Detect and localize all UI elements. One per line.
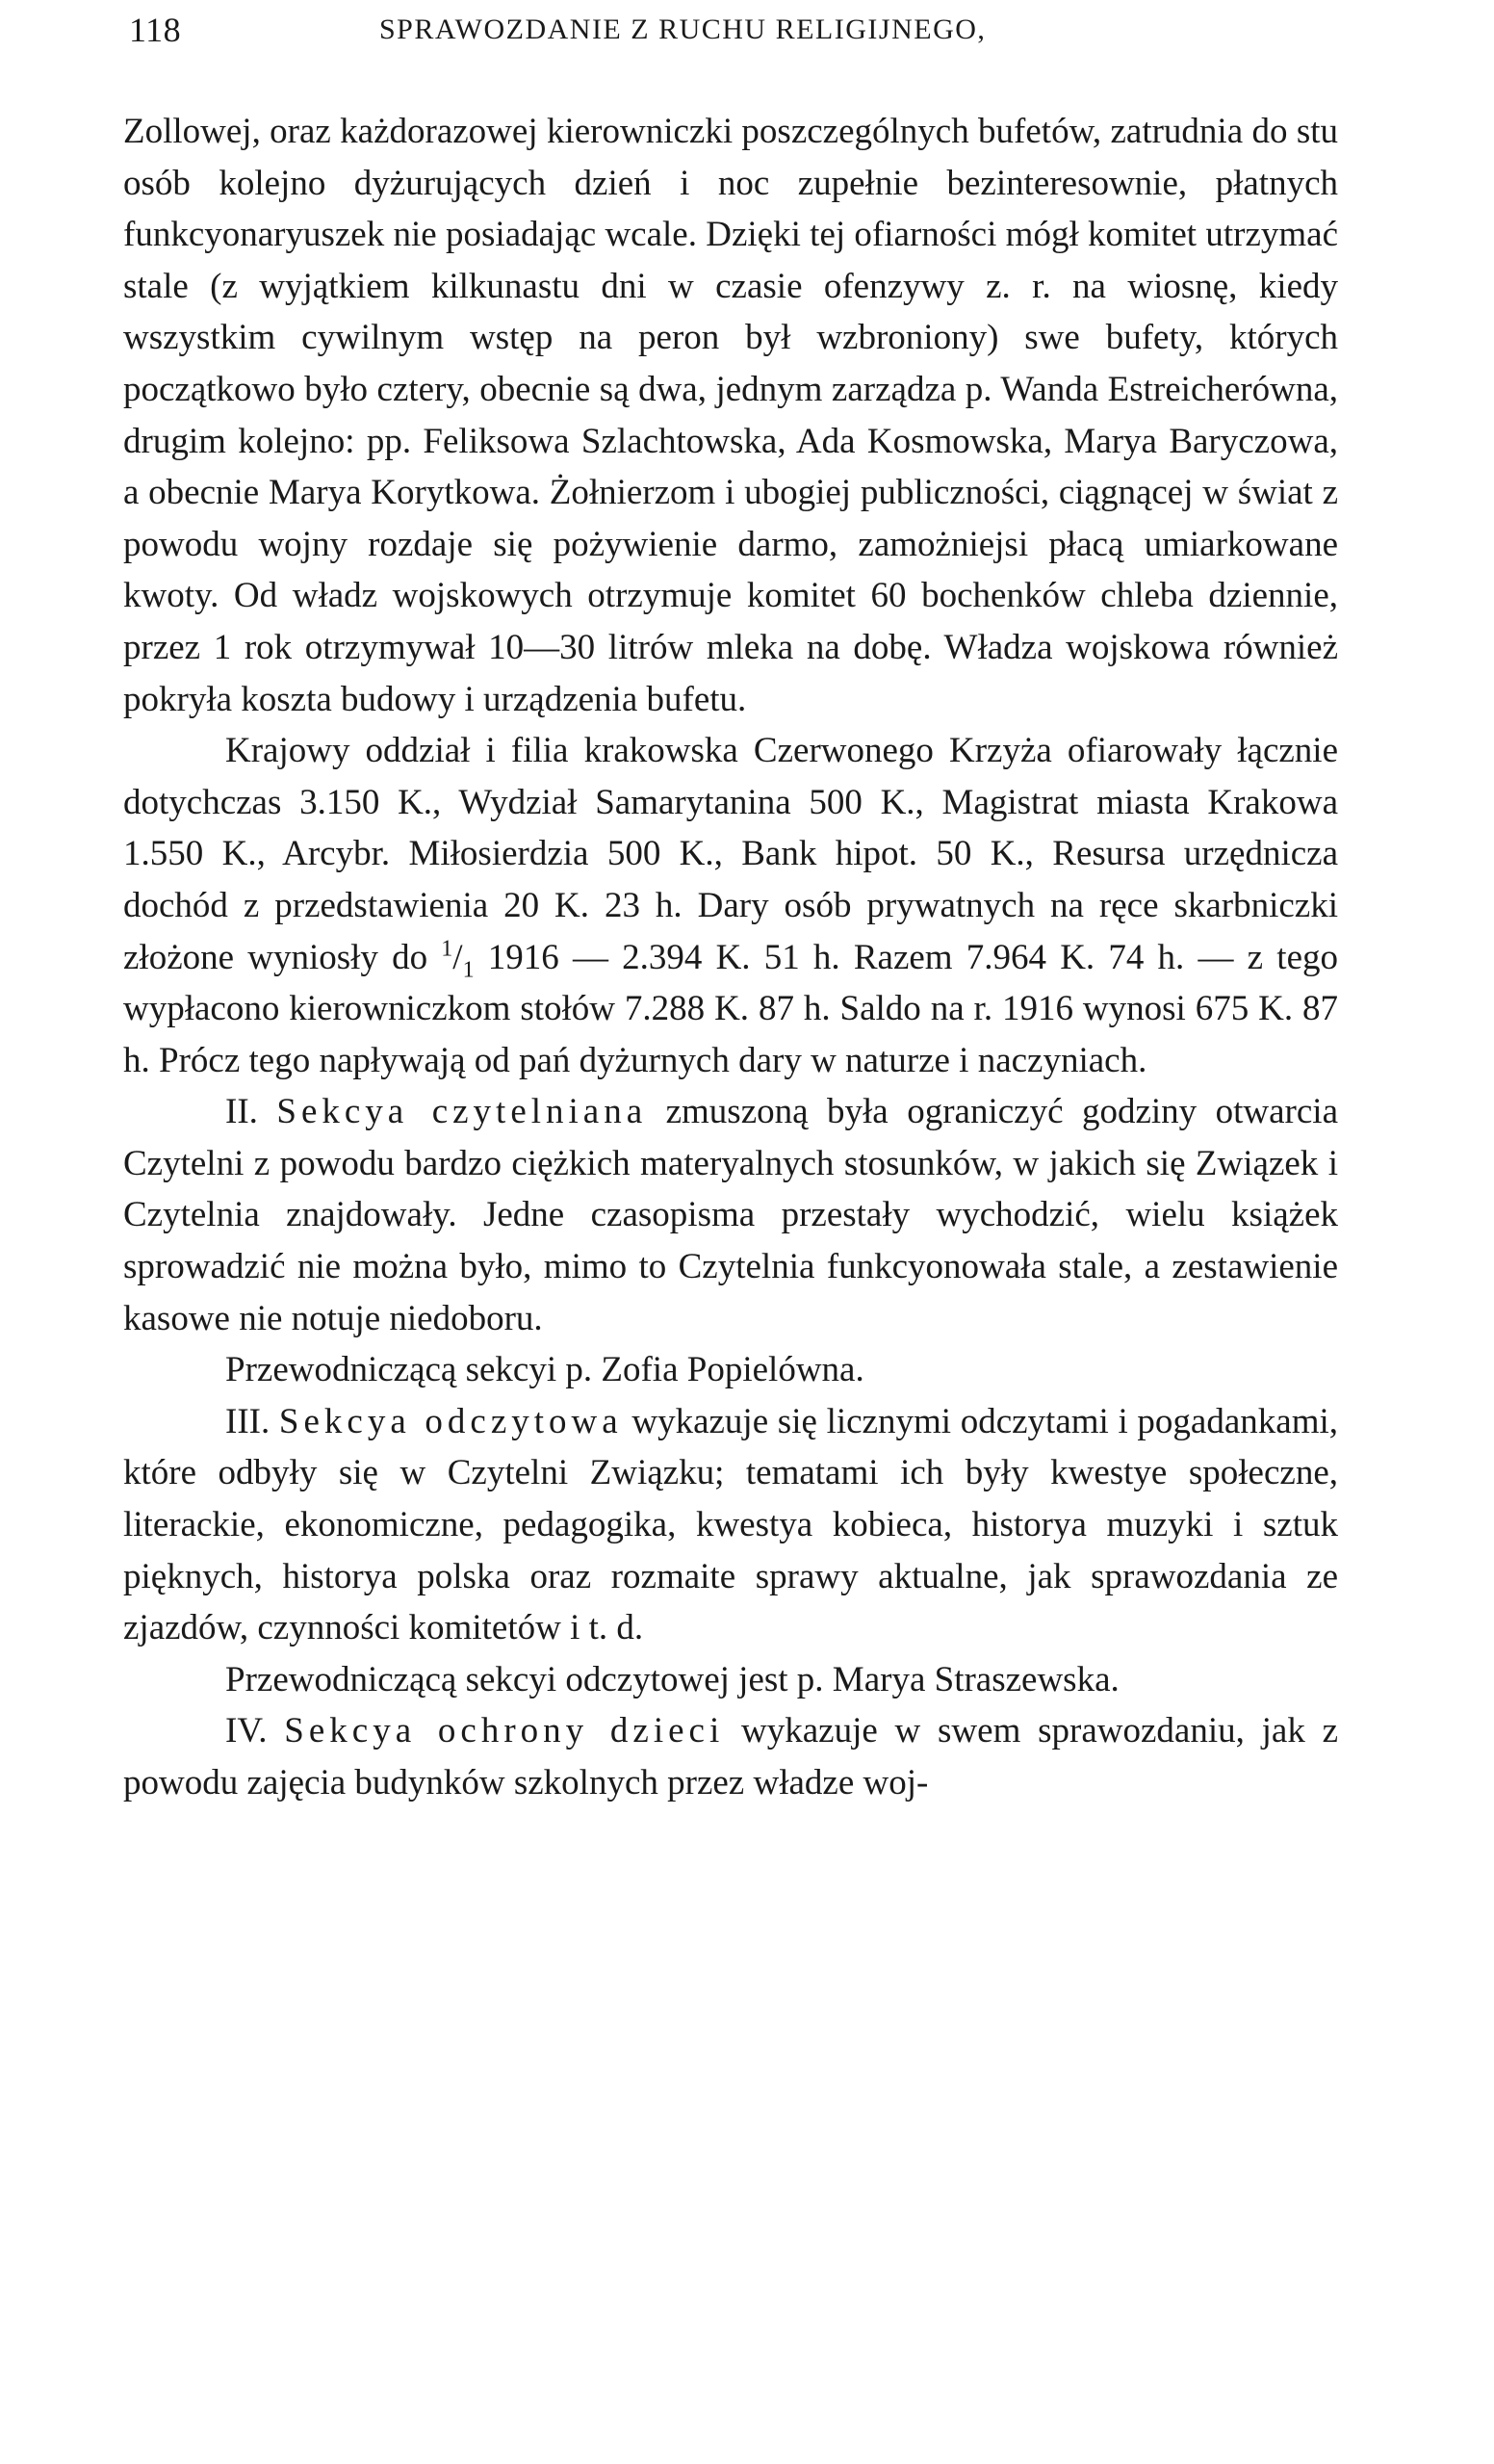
running-title: SPRAWOZDANIE Z RUCHU RELIGIJNEGO, [379, 13, 987, 45]
body-text [123, 106, 1338, 1809]
paragraph-text: Przewodniczącą sekcyi p. Zofia Popielówna. [225, 1350, 864, 1390]
section-numeral: III. [225, 1401, 270, 1441]
section-name: Sekcya ochrony dzieci [284, 1711, 725, 1751]
paragraph-reading-room-chair [123, 1344, 1338, 1396]
paragraph-text: wykazuje się licznymi odczytami i pogadankami, które odbyły się w Czytelni Związku; tematami ich były kwestye społeczne, literackie, ekonomiczne, pedagogika, kwestya kobieca, historya muzyki i sztuk pięknych, historya polska oraz rozmaite sprawy aktualne, jak sprawozdania ze zjazdów, czynności komitetów i t. d. [123, 1401, 1339, 1648]
paragraph-text: wykazuje w swem sprawozdaniu, jak z powodu zajęcia budynków szkolnych przez władze woj- [123, 1711, 1339, 1803]
section-numeral: II. [225, 1092, 258, 1132]
fraction-denominator: 1 [462, 956, 475, 982]
section-name: Sekcya czytelniana [276, 1092, 648, 1132]
page-number: 118 [129, 11, 182, 49]
section-name: Sekcya odczytowa [278, 1401, 623, 1441]
paragraph-text: zmuszoną była ograniczyć godziny otwarcia Czytelni z powodu bardzo ciężkich materyalnych stosunków, w jakich się Związek i Czytelnia znajdowały. Jedne czasopisma przestały wychodzić, wielu książek sprowadzić nie można było, mimo to Czytelnia funkcyonowała stale, a zestawienie kasowe nie notuje niedoboru. [123, 1092, 1338, 1338]
paragraph-text: Krajowy oddział i filia krakowska Czerwonego Krzyża ofiarowały łącznie dotychczas 3.150 K., Wydział Samarytanina 500 K., Magistrat miasta Krakowa 1.550 K., Arcybr. Miłosierdzia 500 K., Bank hipot. 50 K., Resursa urzędnicza dochód z przedstawienia 20 K. 23 h. Dary osób prywatnych na ręce skarbniczki złożone wyniosły do [123, 731, 1338, 977]
paragraph-text: 1916 — 2.394 K. 51 h. Razem 7.964 K. 74 h. — z tego wypłacono kierowniczkom stołów 7.288 K. 87 h. Saldo na r. 1916 wynosi 675 K. 87 h. Prócz tego napływają od pań dyżurnych dary w naturze i naczyniach. [123, 937, 1338, 1080]
paragraph-text: Przewodniczącą sekcyi odczytowej jest p. Marya Straszewska. [225, 1659, 1120, 1699]
running-head [121, 10, 1344, 67]
paragraph-buffet-committee [123, 106, 1338, 725]
paragraph-lectures-chair [123, 1654, 1338, 1706]
paragraph-donations: Krajowy oddział i filia krakowska Czerwonego Krzyża ofiarowały łącznie dotychczas 3.150 K., Wydział Samarytanina 500 K., Magistrat miasta Krakowa 1.550 K., Arcybr. Miłosierdzia 500 K., Bank hipot. 50 K., Resursa urzędnicza dochód z przedstawienia 20 K. 23 h. Dary osób prywatnych na ręce skarbniczki złożone wyniosły do $^1/_1$ 1916 — 2.394 K. 51 h. Razem 7.964 K. 74 h. — z tego wypłacono kierowniczkom stołów 7.288 K. 87 h. Saldo na r. 1916 wynosi 675 K. 87 h. Prócz tego napływają od pań dyżurnych dary w naturze i naczyniach. [123, 731, 1338, 1080]
paragraph-section-lectures [123, 1396, 1338, 1654]
fraction-numerator: 1 [441, 936, 453, 962]
paragraph-section-reading-room [123, 1086, 1338, 1344]
paragraph-text: Zollowej, oraz każdorazowej kierowniczki poszczególnych bufetów, zatrudnia do stu osób kolejno dyżurujących dzień i noc zupełnie bezinteresownie, płatnych funkcyonaryuszek nie posiadając wcale. Dzięki tej ofiarności mógł komitet utrzymać stale (z wyjątkiem kilkunastu dni w czasie ofenzywy z. r. na wiosnę, kiedy wszystkim cywilnym wstęp na peron był wzbroniony) swe bufety, których początkowo było cztery, obecnie są dwa, jednym zarządza p. Wanda Estreicherówna, drugim kolejno: pp. Feliksowa Szlachtowska, Ada Kosmowska, Marya Baryczowa, a obecnie Marya Korytkowa. Żołnierzom i ubogiej publiczności, ciągnącej w świat z powodu wojny rozdaje się pożywienie darmo, zamożniejsi płacą umiarkowane kwoty. Od władz wojskowych otrzymuje komitet 60 bochenków chleba dziennie, przez 1 rok otrzymywał 10—30 litrów mleka na dobę. Władza wojskowa również pokryła koszta budowy i urządzenia bufetu. [123, 112, 1338, 719]
section-numeral: IV. [225, 1711, 268, 1751]
paragraph-section-child-protection [123, 1705, 1338, 1808]
